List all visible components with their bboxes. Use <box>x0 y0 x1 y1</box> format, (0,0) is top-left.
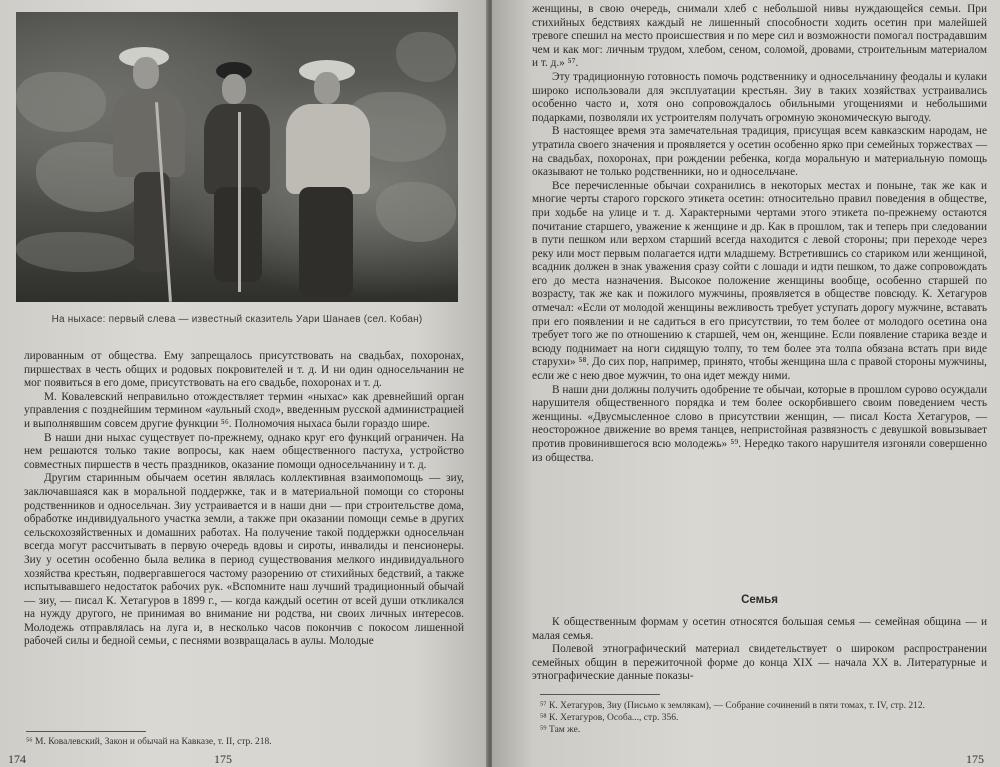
page-number-175-inner: 175 <box>214 752 232 766</box>
photo-caption: На ныхасе: первый слева — известный сказитель Уари Шанаев (сел. Кобан) <box>51 314 423 325</box>
section-title-family: Семья <box>741 594 778 606</box>
footnote-59: ⁵⁹ Там же. <box>540 725 581 735</box>
section-body-text <box>532 616 987 684</box>
photo-three-men <box>16 12 458 302</box>
section-paragraph-2: Полевой этнографический материал свидетельствует о широком распространении семейных общин в пережиточной форме до конца XIX — начала XX в. Литературные и этнографические данные показы- <box>532 643 987 683</box>
footnote-58: ⁵⁸ К. Хетагуров, Особа..., стр. 356. <box>540 713 679 723</box>
left-paragraph-2: М. Ковалевский неправильно отождествляет термин «ныхас» как древнейший орган управления с позднейшим термином «аульный сход», введенным русской администрацией и выполнявшим совсем другие функции ⁵⁶. Полномочия ныхаса были гораздо шире. <box>24 390 464 430</box>
right-paragraph-2: Эту традиционную готовность помочь родственнику и односельчанину феодалы и кулаки широко использовали для эксплуатации крестьян. Зиу в таких хозяйствах устраивались особенно часто и, хотя оно сопровождалось обильными угощениями и небольшими подарками, позволяли их устроителям получать огромную экономическую выгоду. <box>532 70 987 124</box>
left-paragraph-4: Другим старинным обычаем осетин являлась коллективная взаимопомощь — зиу, заключавшаяся как в моральной поддержке, так и в материальной помощи со стороны родственников и односельчан. Зиу устраивается и в наши дни — при строительстве дома, обработке индивидуального участка земли, а также при оказании помощи семье в других сельскохозяйственных и домашних работах. На получение такой поддержки односельчан всегда могут рассчитывать в первую очередь вдовы и сироты, инвалиды и пенсионеры. Зиу у осетин особенно была велика в период существования мелкого индивидуального хозяйства крестьян, подвергавшегося частому разорению от стихийных бедствий, а также испытывавшего недостаток рабочих рук. «Вспомните наш лучший традиционный обычай — зиу, — писал К. Хетагуров в 1899 г., — когда каждый осетин от всей души откликался на нужду другого, не принимая во внимание ни родства, ни своих личных интересов. Молодежь отправлялась на луга и, в несколько часов покончив с покосом лишенной рабочей силы и бедной семьи, с песнями возвращалась в аулы. Молодые <box>24 472 464 648</box>
page-number-174: 174 <box>8 752 26 766</box>
left-body-text <box>24 350 464 649</box>
left-paragraph-1: лированным от общества. Ему запрещалось присутствовать на свадьбах, похоронах, пиршествах в честь общих и родовых покровителей и т. д. И ни один односельчанин не мог появиться в его доме, присутствовать на его свадьбе, похоронах и т. д. <box>24 350 464 390</box>
right-paragraph-5: В наши дни должны получить одобрение те обычаи, которые в прошлом сурово осуждали нарушителя общественного порядка и тем более оскорбившего своим поведением честь женщины. «Двусмысленное слово в присутствии женщин, — писал Коста Хетагуров, — неосторожное движение во время танцев, непристойная развязность с девушкой вовызывает против провинившегося всю молодежь» ⁵⁹. Нередко такого нарушителя изгоняли совершенно из общества. <box>532 383 987 464</box>
right-body-text <box>532 3 987 465</box>
right-footnotes <box>540 700 990 736</box>
footnote-rule <box>26 731 146 732</box>
footnote-57: ⁵⁷ К. Хетагуров, Зиу (Письмо к землякам), — Собрание сочинений в пяти томах, т. IV, стр. 212. <box>540 701 926 711</box>
left-page <box>0 0 488 767</box>
left-footnotes <box>26 736 466 748</box>
right-paragraph-3: В настоящее время эта замечательная традиция, присущая всем кавказским народам, не утратила своего значения и проявляется у осетин особенно ярко при семейных торжествах — на свадьбах, похоронах, при рождении ребенка, когда моральную и материальную помощь оказывают не только родственники, но и односельчане. <box>532 125 987 179</box>
footnote-rule-right <box>540 694 660 695</box>
footnote-56: ⁵⁶ М. Ковалевский, Закон и обычай на Кавказе, т. II, стр. 218. <box>26 737 272 747</box>
right-paragraph-4: Все перечисленные обычаи сохранились в некоторых местах и поныне, так же как и многие черты старого горского этикета осетин: относительно правил поведения в обществе, при ходьбе на улице и т. д. Характерными чертами этого этикета по-прежнему остаются почитание старшего, уважение к женщине и др. Как в прошлом, так и теперь при следовании в пути пешком или верхом старший всегда находится с левой стороны; при переходе через реку или мост первым полагается идти младшему. Встретившись со стариком или женщиной, всадник должен в знак уважения сразу сойти с лошади и идти пешком, то даже сопровождать его до места назначения. Высокое положение женщины вообще, особенно старшей по возрасту, так же как и пожилого мужчины, проявляется в обществе повсюду. К. Хетагуров отмечал: «Если от молодой женщины вежливость требует уступать дорогу мужчине, вставать при его появлении и не садиться в его присутствии, то тем более от молодого осетина она требует того же по отношению к старшей, чем он, женщине. Если появление старика везде и всюду поднимает на ноги сидящую толпу, то тем более эта толпа обязана встать при виде старухи» ⁵⁸. До сих пор, например, принято, чтобы женщина шла с правой стороны мужчины, если же с нею двое мужчин, то она идет между ними. <box>532 179 987 383</box>
left-paragraph-3: В наши дни ныхас существует по-прежнему, однако круг его функций ограничен. На нем решаются только такие вопросы, как наем общественного пастуха, устройство совместных пиршеств в честь праздников, оказание помощи односельчанину и т. д. <box>24 431 464 471</box>
right-paragraph-1: женщины, в свою очередь, снимали хлеб с небольшой нивы нуждающейся семьи. При стихийных бедствиях каждый не лишенный способности ходить осетин при малейшей тревоге спешил на место происшествия и по мере сил и возможности помогал пострадавшим чем и как мог: личным трудом, хлебом, сеном, соломой, дровами, строительным материалом и т. д.» ⁵⁷. <box>532 3 987 70</box>
right-page <box>492 0 1000 767</box>
section-paragraph-1: К общественным формам у осетин относятся большая семья — семейная община — и малая семья. <box>532 616 987 642</box>
page-number-175: 175 <box>966 752 984 766</box>
